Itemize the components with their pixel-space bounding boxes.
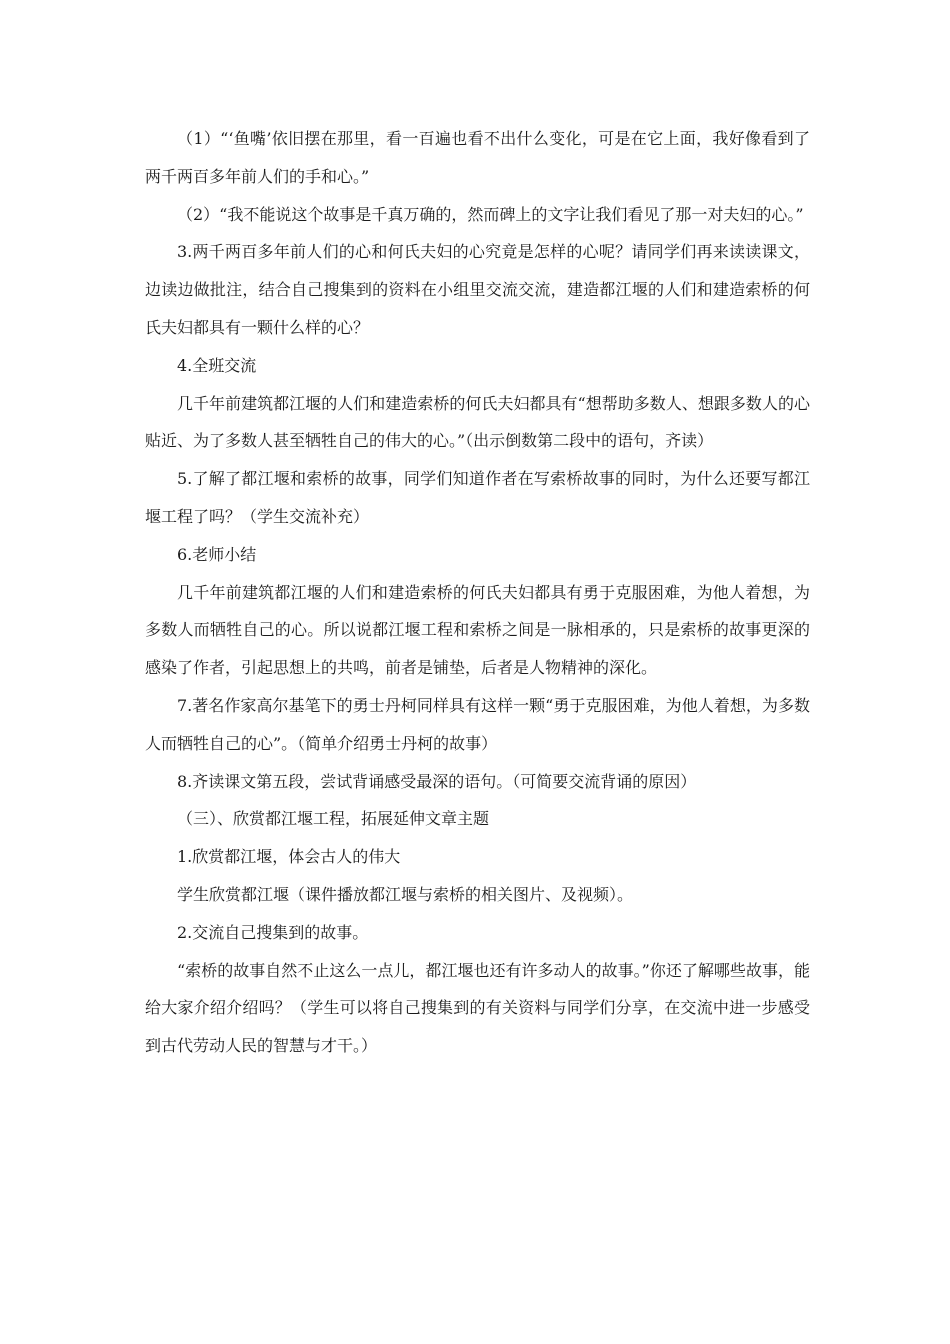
- paragraph-step-5: 5.了解了都江堰和索桥的故事，同学们知道作者在写索桥故事的同时，为什么还要写都江堰工程了吗？（学生交流补充）: [145, 469, 810, 526]
- paragraph-sub-2-body: “索桥的故事自然不止这么一点儿，都江堰也还有许多动人的故事。”你还了解哪些故事，能给大家介绍介绍吗？（学生可以将自己搜集到的有关资料与同学们分享，在交流中进一步感受到古代劳动人民的智慧与才干。）: [145, 960, 810, 1056]
- paragraph-step-4: 4.全班交流: [177, 355, 257, 375]
- paragraph-step-6: 6.老师小结: [177, 544, 257, 564]
- paragraph-quote-1: （1）“‘鱼嘴’依旧摆在那里，看一百遍也看不出什么变化，可是在它上面，我好像看到了两千两百多年前人们的手和心。”: [145, 129, 810, 186]
- paragraph-step-8: 8.齐读课文第五段，尝试背诵感受最深的语句。（可简要交流背诵的原因）: [177, 771, 697, 791]
- paragraph-step-7: 7.著名作家高尔基笔下的勇士丹柯同样具有这样一颗“勇于克服困难，为他人着想，为多数人而牺牲自己的心”。（简单介绍勇士丹柯的故事）: [145, 695, 810, 753]
- paragraph-step-3: 3.两千两百多年前人们的心和何氏夫妇的心究竟是怎样的心呢？请同学们再来读读课文，边读边做批注，结合自己搜集到的资料在小组里交流交流，建造都江堰的人们和建造索桥的何氏夫妇都具有一颗什么样的心？: [145, 242, 810, 337]
- section-heading-3: （三）、欣赏都江堰工程，拓展延伸文章主题: [177, 809, 490, 829]
- paragraph-sub-1: 1.欣赏都江堰，体会古人的伟大: [177, 847, 401, 867]
- paragraph-step-6-body: 几千年前建筑都江堰的人们和建造索桥的何氏夫妇都具有勇于克服困难，为他人着想，为多数人而牺牲自己的心。所以说都江堰工程和索桥之间是一脉相承的，只是索桥的故事更深的感染了作者，引起思想上的共鸣，前者是铺垫，后者是人物精神的深化。: [145, 582, 810, 678]
- paragraph-sub-2: 2.交流自己搜集到的故事。: [177, 922, 369, 942]
- paragraph-quote-2: （2）“我不能说这个故事是千真万确的，然而碑上的文字让我们看见了那一对夫妇的心。”: [177, 204, 804, 224]
- paragraph-sub-1-body: 学生欣赏都江堰（课件播放都江堰与索桥的相关图片、及视频）。: [177, 884, 634, 904]
- paragraph-step-4-body: 几千年前建筑都江堰的人们和建造索桥的何氏夫妇都具有“想帮助多数人、想跟多数人的心贴近、为了多数人甚至牺牲自己的伟大的心。”（出示倒数第二段中的语句，齐读）: [145, 393, 810, 451]
- document-body: [145, 120, 810, 1065]
